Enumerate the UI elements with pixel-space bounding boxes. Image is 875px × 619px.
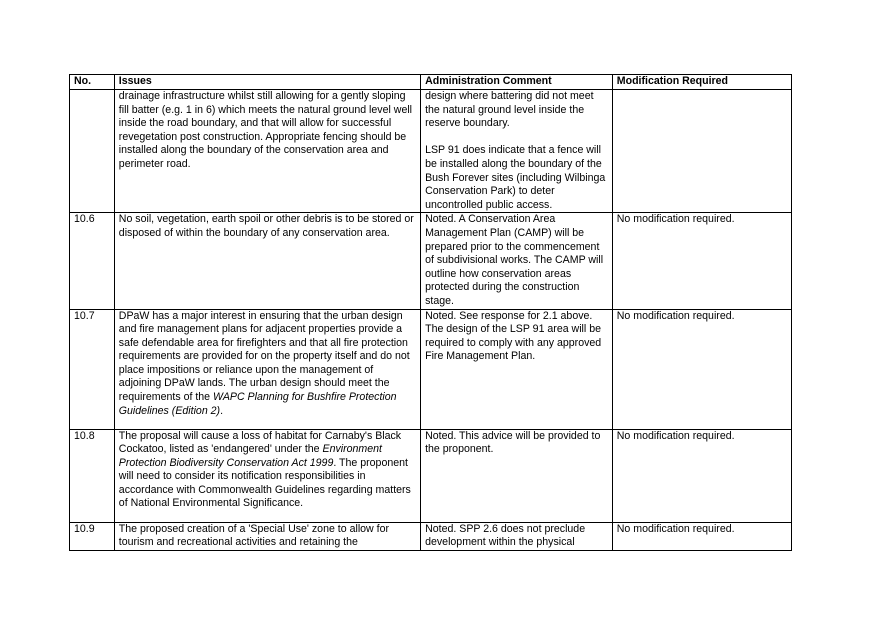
admin-comment: Noted. This advice will be provided to the proponent. — [421, 429, 613, 522]
row-number — [70, 90, 115, 213]
modification-text — [612, 90, 791, 213]
issue-text: No soil, vegetation, earth spoil or other debris is to be stored or disposed of within the boundary of any conservation area. — [114, 213, 420, 309]
issue-text-b: . The proponent will need to consider its notification responsibilities in accordance with Commonwealth Guidelines regarding matters of National Environmental Significance. — [118, 456, 411, 510]
modification-text: No modification required. — [612, 309, 791, 429]
issue-text — [114, 429, 420, 522]
table-row — [70, 90, 792, 213]
modification-text: No modification required. — [612, 213, 791, 309]
admin-comment: Noted. A Conservation Area Management Plan (CAMP) will be prepared prior to the commencement of subdivisional works. The CAMP will outline how conservation areas protected during the construction stage. — [421, 213, 613, 309]
header-admin-comment: Administration Comment — [421, 75, 613, 90]
admin-comment: Noted. See response for 2.1 above. The design of the LSP 91 area will be required to comply with any approved Fire Management Plan. — [421, 309, 613, 429]
table-row — [70, 522, 792, 550]
header-modification: Modification Required — [612, 75, 791, 90]
issue-text-b: . — [220, 404, 224, 417]
modification-text: No modification required. — [612, 429, 791, 522]
header-no: No. — [70, 75, 115, 90]
admin-comment — [421, 90, 613, 213]
issue-text-a: The proposal will cause a loss of habitat for Carnaby's Black Cockatoo, listed as 'endangered' under the — [118, 429, 402, 456]
issue-text-italic: WAPC Planning for Bushfire Protection Guidelines (Edition 2) — [118, 391, 397, 417]
row-number: 10.9 — [70, 522, 115, 550]
row-number: 10.7 — [70, 309, 115, 429]
modification-text: No modification required. — [612, 522, 791, 550]
issue-text: The proposed creation of a 'Special Use' zone to allow for tourism and recreational activities and retaining the — [114, 522, 420, 550]
row-number: 10.8 — [70, 429, 115, 522]
issue-text — [114, 309, 420, 429]
admin-comment-p1: design where battering did not meet the natural ground level inside the reserve boundary. — [425, 90, 594, 130]
header-row — [70, 75, 792, 90]
table-row — [70, 429, 792, 522]
table-row — [70, 213, 792, 309]
table-row — [70, 309, 792, 429]
header-issues: Issues — [114, 75, 420, 90]
admin-comment: Noted. SPP 2.6 does not preclude development within the physical — [421, 522, 613, 550]
submissions-table — [69, 74, 792, 551]
issue-text-italic: Environment Protection Biodiversity Conservation Act 1999 — [118, 443, 382, 469]
row-number: 10.6 — [70, 213, 115, 309]
admin-comment-p2: LSP 91 does indicate that a fence will be installed along the boundary of the Bush Forever sites (including Wilbinga Conservation Park) to deter uncontrolled public access. — [425, 144, 606, 211]
issue-text-a: DPaW has a major interest in ensuring that the urban design and fire management plans for adjacent properties provide a safe defendable area for firefighters and that all fire protection requirements are provided for on the property itself and do not place impositions or reliance upon the management of adjoining DPaW lands. The urban design should meet the requirements of the — [118, 309, 410, 404]
issue-text: drainage infrastructure whilst still allowing for a gently sloping fill batter (e.g. 1 in 6) which meets the natural ground level well inside the road boundary, and that will allow for successful revegetation post construction. Appropriate fencing should be installed along the boundary of the conservation area and perimeter road. — [114, 90, 420, 213]
